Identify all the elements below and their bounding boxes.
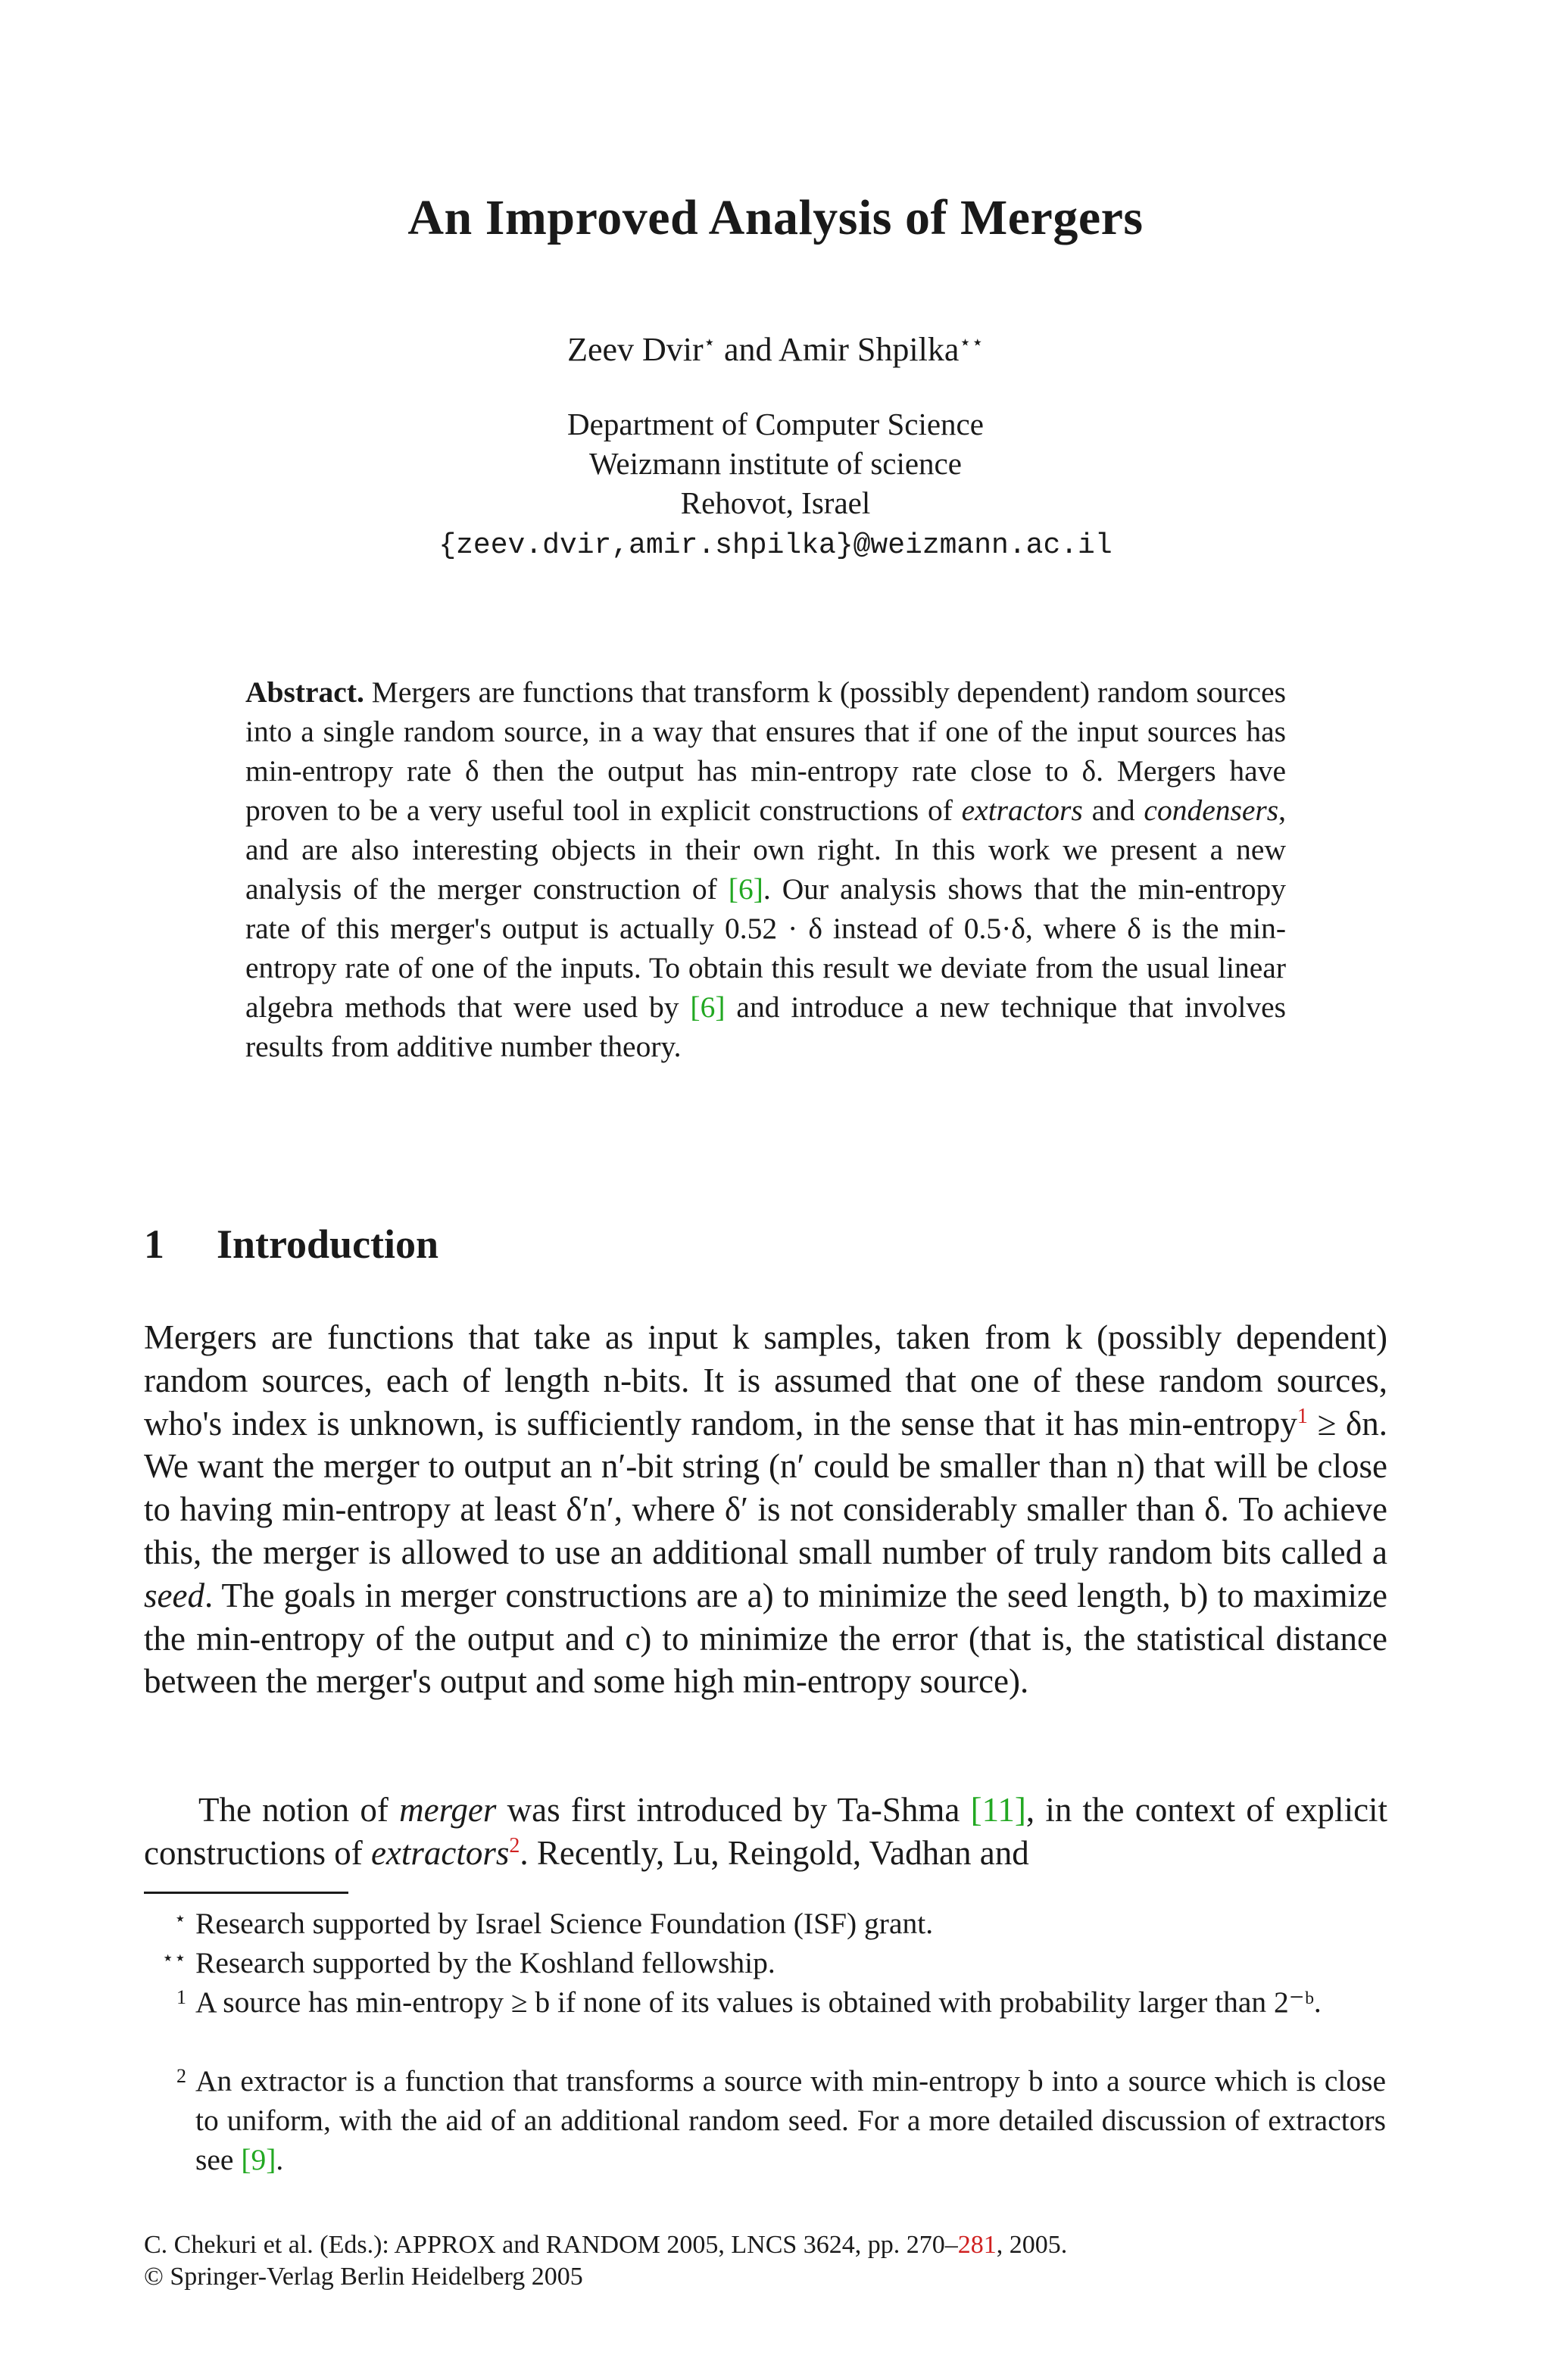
section-title: Introduction (217, 1221, 439, 1267)
intro-extractors-term: extractors (370, 1833, 510, 1872)
footnote-star (144, 1904, 1387, 1943)
intro-p1-text-a: Mergers are functions that take as input k samples, taken from k (possibly dependent) random sources, each of length n-bits. It is assumed that one of these random sources, who's index is unknown, is sufficiently random, in the sense that it has min-entropy (144, 1318, 1387, 1443)
footnote-2-mark: 2 (176, 2065, 186, 2087)
footnote-ref-1[interactable]: 1 (1297, 1404, 1308, 1428)
author-line (0, 330, 1551, 369)
intro-p1-text-b: ≥ δn. We want the merger to output an n′-bit string (n′ could be smaller than n) that will be close to having min-entropy at least δ′n′, where δ′ is not considerably smaller than δ. To achieve this, the merger is allowed to use an additional small number of truly random bits called a (144, 1404, 1387, 1571)
footnote-star-mark: ⋆ (173, 1907, 186, 1929)
citation-link-11[interactable]: [11] (970, 1791, 1026, 1829)
abstract-label: Abstract. (245, 675, 364, 709)
abstract-text-3: . Our analysis shows that the min-entropy rate of this merger's output is actually 0.52 · δ instead of 0.5·δ, where δ is the min-entropy rate of one of the inputs. To obtain this result we deviate from the usual linear algebra methods that were used by (245, 872, 1287, 1024)
intro-paragraph-1 (144, 1316, 1387, 1703)
footnote-2-text: An extractor is a function that transforms a source with min-entropy b into a source which is close to uniform, with the aid of an additional random seed. For a more detailed discussion of extractors see (195, 2064, 1386, 2176)
abstract (245, 672, 1286, 1066)
copyright-line: © Springer-Verlag Berlin Heidelberg 2005 (144, 2263, 583, 2291)
intro-p1-text-c: . The goals in merger constructions are a) to minimize the seed length, b) to maximize the min-entropy of the output and c) to minimize the error (that is, the statistical distance between the merger's output and some high min-entropy source). (144, 1576, 1387, 1701)
last-page-link[interactable]: 281 (957, 2231, 997, 2259)
footnote-rule (144, 1892, 348, 1894)
footnote-2-body (195, 2061, 1386, 2179)
abstract-text-2: , and are also interesting objects in their own right. In this work we present a new analysis of the merger construction of (245, 794, 1287, 906)
footnote-ref-2[interactable]: 2 (509, 1833, 520, 1858)
footnote-2-period: . (276, 2143, 284, 2176)
publication-info-text: C. Chekuri et al. (Eds.): APPROX and RANDOM 2005, LNCS 3624, pp. 270– (144, 2231, 958, 2259)
footnote-doublestar-mark: ⋆⋆ (161, 1947, 186, 1969)
footnote-doublestar-text: Research supported by the Koshland fellowship. (195, 1946, 776, 1979)
author-shpilka: Amir Shpilka (779, 331, 960, 368)
abstract-condensers: condensers (1144, 794, 1279, 827)
author-dvir-mark: ⋆ (703, 331, 716, 354)
intro-p2-text-d: . Recently, Lu, Reingold, Vadhan and (520, 1833, 1029, 1872)
intro-merger-term: merger (399, 1791, 497, 1829)
paper-title: An Improved Analysis of Mergers (407, 190, 1144, 245)
abstract-extractors: extractors (961, 794, 1083, 827)
citation-link-6b[interactable]: [6] (690, 990, 726, 1024)
publication-info (144, 2229, 1431, 2261)
footnote-doublestar (144, 1943, 1387, 1982)
intro-p2-text-b: was first introduced by Ta-Shma (507, 1791, 960, 1829)
section-number: 1 (144, 1221, 164, 1267)
footnote-star-text: Research supported by Israel Science Foundation (ISF) grant. (195, 1907, 934, 1940)
publication-info-year: , 2005. (996, 2231, 1068, 2259)
affiliation-location: Rehovot, Israel (680, 485, 871, 520)
intro-seed-term: seed (144, 1576, 204, 1614)
citation-link-9[interactable]: [9] (241, 2143, 276, 2176)
section-heading (144, 1221, 438, 1268)
author-and: and (723, 331, 772, 368)
author-shpilka-mark: ⋆⋆ (959, 331, 984, 354)
affiliation-email (0, 524, 1551, 562)
citation-link-6[interactable]: [6] (728, 872, 763, 906)
footnote-1 (144, 1982, 1387, 2022)
abstract-text-1: Mergers are functions that transform k (possibly dependent) random sources into a single random source, in a way that ensures that if one of the input sources has min-entropy rate δ then the output has min-entropy rate close to δ. Mergers have proven to be a very useful tool in explicit constructions of (245, 675, 1286, 827)
footnote-2 (144, 2061, 1387, 2179)
author-dvir: Zeev Dvir (567, 331, 704, 368)
abstract-and: and (1091, 794, 1135, 827)
footnote-1-text: A source has min-entropy ≥ b if none of its values is obtained with probability larger than 2⁻ᵇ. (195, 1985, 1322, 2019)
affiliation-department: Department of Computer Science (567, 407, 984, 441)
footnote-1-mark: 1 (176, 1986, 186, 2008)
intro-p2-text-c: , in the context of explicit constructions of (144, 1791, 1388, 1872)
intro-p2-text-a: The notion of (198, 1791, 389, 1829)
abstract-text-4: and introduce a new technique that involves results from additive number theory. (245, 990, 1287, 1063)
intro-paragraph-2 (144, 1789, 1387, 1875)
email-address: {zeev.dvir,amir.shpilka}@weizmann.ac.il (438, 529, 1113, 562)
affiliation-institute: Weizmann institute of science (589, 446, 962, 481)
